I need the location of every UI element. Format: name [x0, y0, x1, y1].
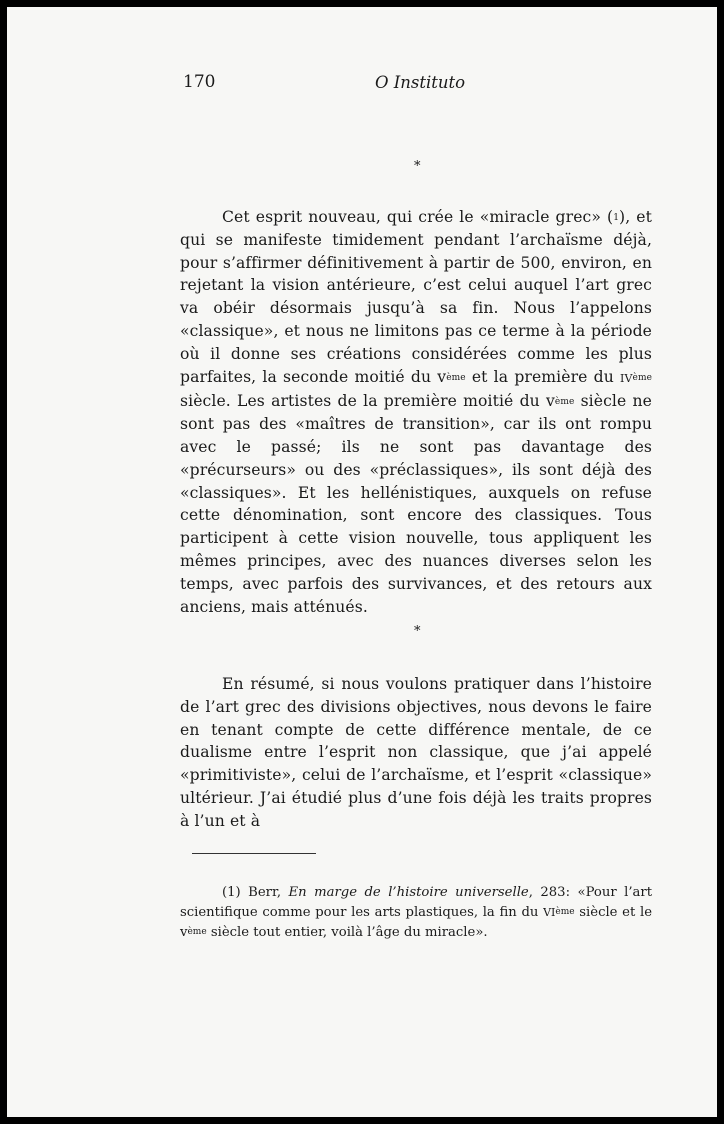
- superscript: ème: [632, 372, 653, 383]
- superscript: ème: [554, 397, 575, 408]
- footnote: [180, 883, 652, 943]
- section-separator: *: [414, 624, 421, 639]
- footnote-marker: (1): [222, 885, 241, 900]
- superscript: ème: [446, 372, 466, 383]
- running-title: O Instituto: [375, 73, 466, 92]
- scanned-page: [7, 7, 717, 1117]
- text-segment: et la première du: [465, 367, 621, 386]
- page-number: 170: [183, 72, 216, 92]
- paragraph-classique: [180, 206, 652, 618]
- paragraph-resume: En résumé, si nous voulons pratiquer dans l’histoire de l’art grec des divisions objectives, nous devons le faire en tenant compte de cette différence mentale, de ce dualisme entre l’esprit non classique, que j’ai appelé «primitiviste», celui de l’archaïsme, et l’esprit «classique» ultérieur. J’ai étudié plus d’une fois déjà les traits propres à l’un et à: [180, 675, 652, 830]
- text-segment: Cet esprit nouveau, qui crée le «miracle grec» (: [222, 208, 614, 226]
- footnote-book-title: En marge de l’histoire universelle: [288, 885, 529, 900]
- footnote-rule: [192, 853, 316, 854]
- superscript: ème: [555, 907, 575, 917]
- superscript: ème: [187, 927, 207, 937]
- text-segment: , 283: «Pour l’art scientifique comme pour les arts plastiques, la fin du: [180, 885, 652, 920]
- text-segment: siècle ne sont pas des «maîtres de transition», car ils ont rompu avec le passé; ils ne sont pas davantage des «précurseurs» ou des «préclassiques», ils sont déjà des «classiques». Et les hellénistiques, auxquels on refuse cette dénomination, sont encore des classiques. Tous participent à cette vision nouvelle, tous appliquent les mêmes principes, avec des nuances diverses selon les temps, avec parfois des survivances, et des retours aux anciens, mais atténués.: [180, 392, 652, 616]
- footnote-reference: 1: [613, 213, 620, 223]
- roman-numeral: VI: [543, 906, 556, 919]
- section-separator: *: [414, 159, 421, 174]
- text-segment: ), et qui se manifeste timidement pendant l’archaïsme déjà, pour s’affirmer définitivement à partir de 500, environ, en rejetant la vision antérieure, c’est celui auquel l’art grec va obéir désormais jusqu’à sa fin. Nous l’appelons «classique», et nous ne limitons pas ce terme à la période où il donne ses créations considérées comme les plus parfaites, la seconde moitié du v: [180, 208, 652, 386]
- roman-numeral: IV: [620, 371, 633, 385]
- text-segment: siècle. Les artistes de la première moitié du v: [180, 392, 555, 411]
- text-segment: siècle et le v: [180, 905, 652, 940]
- footnote-author: Berr,: [240, 885, 289, 900]
- text-segment: siècle tout entier, voilà l’âge du miracle».: [206, 925, 488, 940]
